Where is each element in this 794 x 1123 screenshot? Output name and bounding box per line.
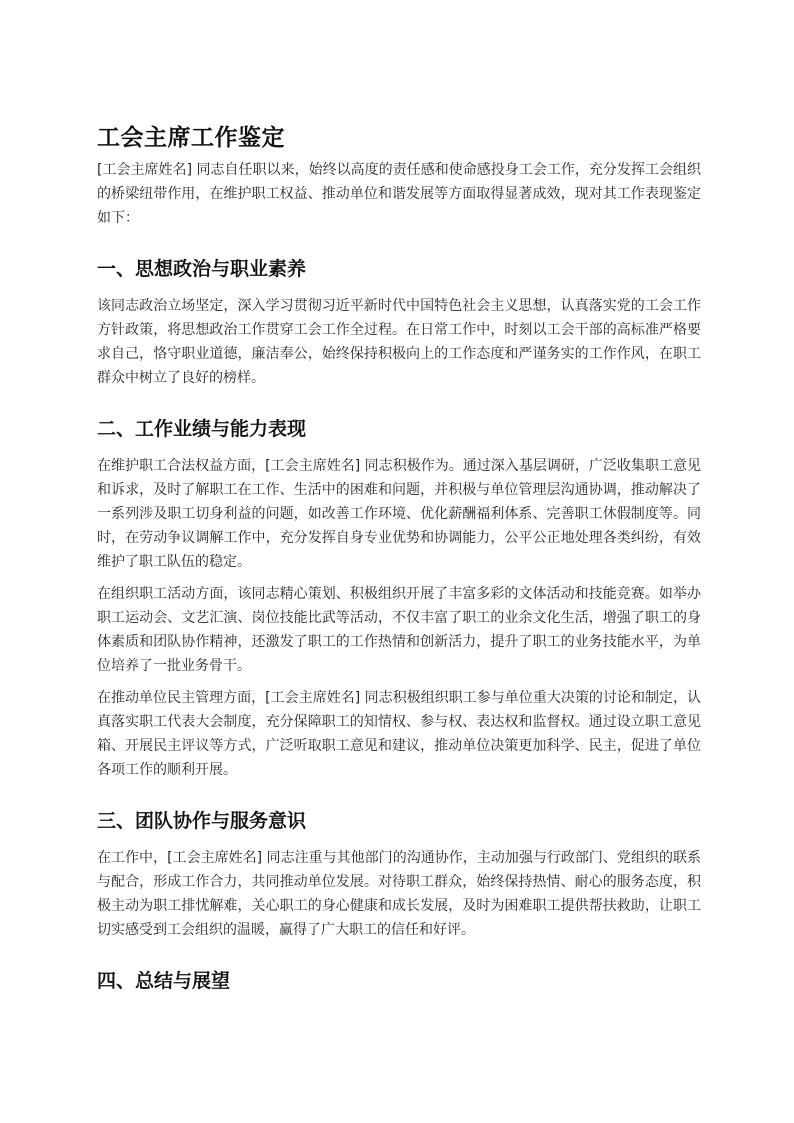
section-paragraph: 在推动单位民主管理方面，[工会主席姓名] 同志积极组织职工参与单位重大决策的讨论和制定，认真落实职工代表大会制度，充分保障职工的知情权、参与权、表达权和监督权。通过设立职工意见箱、开展民主评议等方式，广泛听取职工意见和建议，推动单位决策更加科学、民主，促进了单位各项工作的顺利开展。 [97, 690, 701, 778]
section-heading: 四、总结与展望 [97, 970, 231, 992]
section-work-performance [97, 412, 701, 782]
section-political-quality [97, 252, 701, 390]
document-title: 工会主席工作鉴定 [97, 125, 285, 151]
section-summary-outlook [97, 964, 701, 998]
section-paragraph: 在工作中，[工会主席姓名] 同志注重与其他部门的沟通协作，主动加强与行政部门、党组织的联系与配合，形成工作合力，共同推动单位发展。对待职工群众，始终保持热情、耐心的服务态度，积极主动为职工排忧解难，关心职工的身心健康和成长发展，及时为困难职工提供帮扶救助，让职工切实感受到工会组织的温暖，赢得了广大职工的信任和好评。 [97, 850, 701, 938]
section-teamwork-service [97, 804, 701, 942]
section-heading: 二、工作业绩与能力表现 [97, 418, 307, 440]
section-heading: 一、思想政治与职业素养 [97, 258, 307, 280]
document-page [97, 118, 701, 1006]
section-paragraph: 在组织职工活动方面，该同志精心策划、积极组织开展了丰富多彩的文体活动和技能竞赛。如举办职工运动会、文艺汇演、岗位技能比武等活动，不仅丰富了职工的业余文化生活，增强了职工的身体素质和团队协作精神，还激发了职工的工作热情和创新活力，提升了职工的业务技能水平，为单位培养了一批业务骨干。 [97, 586, 701, 674]
section-heading: 三、团队协作与服务意识 [97, 810, 307, 832]
section-paragraph: 在维护职工合法权益方面，[工会主席姓名] 同志积极作为。通过深入基层调研，广泛收集职工意见和诉求，及时了解职工在工作、生活中的困难和问题，并积极与单位管理层沟通协调，推动解决了一系列涉及职工切身利益的问题，如改善工作环境、优化薪酬福利体系、完善职工休假制度等。同时，在劳动争议调解工作中，充分发挥自身专业优势和协调能力，公平公正地处理各类纠纷，有效维护了职工队伍的稳定。 [97, 458, 701, 570]
section-paragraph: 该同志政治立场坚定，深入学习贯彻习近平新时代中国特色社会主义思想，认真落实党的工会工作方针政策，将思想政治工作贯穿工会工作全过程。在日常工作中，时刻以工会干部的高标准严格要求自己，恪守职业道德，廉洁奉公，始终保持积极向上的工作态度和严谨务实的工作作风，在职工群众中树立了良好的榜样。 [97, 298, 701, 386]
intro-paragraph: [工会主席姓名] 同志自任职以来，始终以高度的责任感和使命感投身工会工作，充分发挥工会组织的桥梁纽带作用，在维护职工权益、推动单位和谐发展等方面取得显著成效，现对其工作表现鉴定如下： [97, 162, 701, 226]
